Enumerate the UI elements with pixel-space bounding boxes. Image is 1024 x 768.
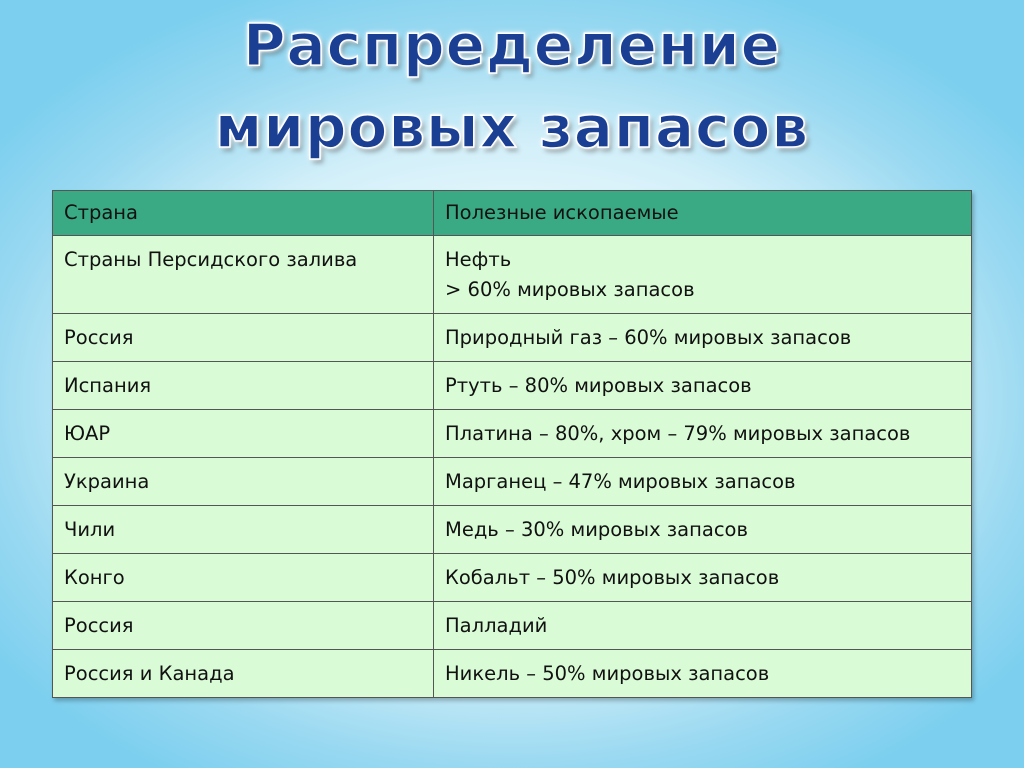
table-row	[53, 506, 972, 554]
table-row	[53, 236, 972, 314]
header-country: Страна	[53, 191, 434, 236]
country-cell: Чили	[53, 506, 434, 554]
minerals-cell: Природный газ – 60% мировых запасов	[434, 314, 972, 362]
country-cell: Россия и Канада	[53, 650, 434, 698]
reserves-table	[52, 190, 972, 698]
minerals-cell: Никель – 50% мировых запасов	[434, 650, 972, 698]
table-row	[53, 650, 972, 698]
minerals-cell: Палладий	[434, 602, 972, 650]
country-cell: Конго	[53, 554, 434, 602]
table-row	[53, 314, 972, 362]
table-row	[53, 602, 972, 650]
slide-title	[0, 4, 1024, 168]
minerals-cell: Платина – 80%, хром – 79% мировых запасов	[434, 410, 972, 458]
table-row	[53, 410, 972, 458]
table-row	[53, 554, 972, 602]
table-header-row	[53, 191, 972, 236]
table-row	[53, 362, 972, 410]
minerals-cell: Марганец – 47% мировых запасов	[434, 458, 972, 506]
slide-title-line-2: мировых запасов	[214, 93, 810, 161]
country-cell: ЮАР	[53, 410, 434, 458]
minerals-cell: Нефть > 60% мировых запасов	[434, 236, 972, 314]
reserves-table-container	[52, 190, 971, 698]
minerals-cell: Медь – 30% мировых запасов	[434, 506, 972, 554]
minerals-cell: Кобальт – 50% мировых запасов	[434, 554, 972, 602]
header-minerals: Полезные ископаемые	[434, 191, 972, 236]
slide-title-line-1: Распределение	[242, 11, 781, 79]
country-cell: Россия	[53, 314, 434, 362]
country-cell: Украина	[53, 458, 434, 506]
country-cell: Страны Персидского залива	[53, 236, 434, 314]
country-cell: Россия	[53, 602, 434, 650]
table-row	[53, 458, 972, 506]
country-cell: Испания	[53, 362, 434, 410]
minerals-cell: Ртуть – 80% мировых запасов	[434, 362, 972, 410]
